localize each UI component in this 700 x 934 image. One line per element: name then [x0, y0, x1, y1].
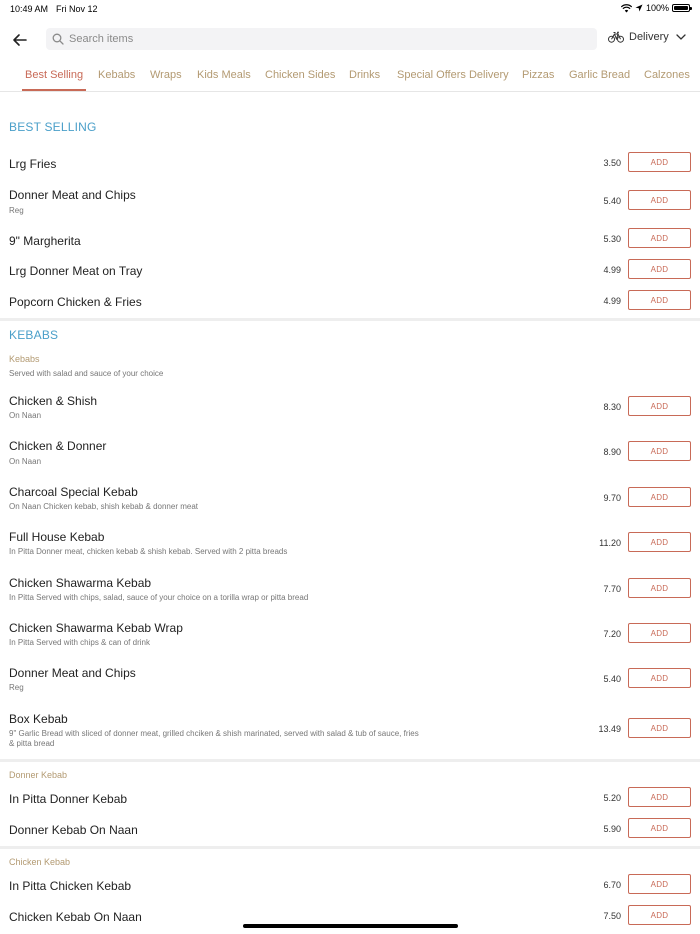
- add-button[interactable]: ADD: [628, 623, 691, 643]
- item-desc: Reg: [9, 683, 24, 692]
- item-name: Donner Meat and Chips: [9, 666, 136, 680]
- item-desc: In Pitta Served with chips & can of drink: [9, 638, 150, 647]
- add-button[interactable]: ADD: [628, 152, 691, 172]
- item-price: 3.50: [603, 158, 621, 168]
- item-name: Chicken & Shish: [9, 394, 98, 408]
- add-button[interactable]: ADD: [628, 290, 691, 310]
- add-button[interactable]: ADD: [628, 532, 691, 552]
- subsection-title: Chicken Kebab: [9, 857, 71, 867]
- item-name: Popcorn Chicken & Fries: [9, 295, 142, 309]
- item-desc: In Pitta Donner meat, chicken kebab & shish kebab. Served with 2 pitta breads: [9, 547, 288, 556]
- add-button[interactable]: ADD: [628, 905, 691, 925]
- item-name: Chicken Shawarma Kebab: [9, 576, 152, 590]
- add-button[interactable]: ADD: [628, 668, 691, 688]
- add-button[interactable]: ADD: [628, 259, 691, 279]
- item-name: In Pitta Donner Kebab: [9, 792, 128, 806]
- delivery-selector[interactable]: [608, 31, 688, 43]
- item-price: 4.99: [603, 296, 621, 306]
- search-box[interactable]: [46, 28, 597, 50]
- add-button[interactable]: ADD: [628, 718, 691, 738]
- subsection-title: Donner Kebab: [9, 770, 68, 780]
- item-price: 5.40: [603, 674, 621, 684]
- location-arrow-icon: [635, 4, 643, 12]
- add-button[interactable]: ADD: [628, 228, 691, 248]
- item-price: 13.49: [598, 724, 621, 734]
- tab-best-selling[interactable]: Best Selling: [22, 69, 86, 91]
- item-desc: On Naan: [9, 411, 42, 420]
- tab-pizzas[interactable]: Pizzas: [522, 69, 555, 81]
- top-bar: [0, 26, 700, 54]
- back-arrow-icon: [10, 30, 30, 50]
- item-price: 7.20: [603, 629, 621, 639]
- status-right: [621, 3, 690, 13]
- chevron-down-icon: [674, 32, 688, 42]
- section-divider: [0, 759, 700, 762]
- category-tabs: [0, 62, 700, 92]
- section-title-kebabs: KEBABS: [9, 328, 59, 342]
- battery-percent: 100%: [645, 3, 669, 13]
- subsection-title: Kebabs: [9, 354, 40, 364]
- tab-special-offers-delivery[interactable]: Special Offers Delivery: [397, 69, 509, 81]
- item-name: Donner Meat and Chips: [9, 188, 136, 202]
- item-price: 11.20: [599, 538, 621, 548]
- section-title-best-selling: BEST SELLING: [9, 120, 97, 134]
- wifi-icon: [621, 4, 632, 13]
- add-button[interactable]: ADD: [628, 396, 691, 416]
- item-name: Full House Kebab: [9, 530, 105, 544]
- battery-icon: [672, 4, 690, 12]
- add-button[interactable]: ADD: [628, 787, 691, 807]
- delivery-label: Delivery: [629, 31, 669, 43]
- tab-kids-meals[interactable]: Kids Meals: [197, 69, 251, 81]
- add-button[interactable]: ADD: [628, 874, 691, 894]
- item-desc: Reg: [9, 206, 24, 215]
- tab-chicken-sides[interactable]: Chicken Sides: [265, 69, 336, 81]
- section-divider: [0, 846, 700, 849]
- item-name: Lrg Donner Meat on Tray: [9, 264, 143, 278]
- add-button[interactable]: ADD: [628, 190, 691, 210]
- item-price: 8.30: [603, 402, 621, 412]
- item-price: 7.70: [603, 584, 621, 594]
- item-desc: In Pitta Served with chips, salad, sauce of your choice on a torilla wrap or pitta bread: [9, 593, 309, 602]
- item-desc: On Naan Chicken kebab, shish kebab & donner meat: [9, 502, 199, 511]
- search-icon: [52, 33, 64, 45]
- item-name: Chicken Shawarma Kebab Wrap: [9, 621, 183, 635]
- item-price: 5.30: [603, 234, 621, 244]
- item-desc: 9" Garlic Bread with sliced of donner meat, grilled chciken & shish marinated, served with salad & tub of sauce, fries & pitta bread: [9, 729, 419, 748]
- tab-drinks[interactable]: Drinks: [349, 69, 381, 81]
- item-price: 5.20: [603, 793, 621, 803]
- add-button[interactable]: ADD: [628, 818, 691, 838]
- item-price: 7.50: [603, 911, 621, 921]
- item-name: Donner Kebab On Naan: [9, 823, 138, 837]
- tab-kebabs[interactable]: Kebabs: [98, 69, 136, 81]
- item-price: 4.99: [603, 265, 621, 275]
- add-button[interactable]: ADD: [628, 487, 691, 507]
- item-name: Chicken & Donner: [9, 439, 107, 453]
- tab-calzones[interactable]: Calzones: [644, 69, 690, 81]
- item-price: 8.90: [603, 447, 621, 457]
- item-price: 5.40: [603, 196, 621, 206]
- status-date: Fri Nov 12: [56, 4, 98, 14]
- status-bar: [0, 0, 700, 18]
- item-desc: On Naan: [9, 457, 42, 466]
- add-button[interactable]: ADD: [628, 578, 691, 598]
- home-indicator[interactable]: [243, 924, 458, 928]
- item-name: Box Kebab: [9, 712, 68, 726]
- item-name: Lrg Fries: [9, 157, 57, 171]
- item-price: 6.70: [603, 880, 621, 890]
- status-time: 10:49 AM: [10, 4, 49, 14]
- item-price: 5.90: [603, 824, 621, 834]
- item-name: Chicken Kebab On Naan: [9, 910, 142, 924]
- subsection-desc: Served with salad and sauce of your choice: [9, 369, 164, 378]
- back-button[interactable]: [10, 30, 30, 50]
- add-button[interactable]: ADD: [628, 441, 691, 461]
- bicycle-icon: [608, 31, 624, 43]
- item-price: 9.70: [603, 493, 621, 503]
- item-name: Charcoal Special Kebab: [9, 485, 138, 499]
- tab-wraps[interactable]: Wraps: [150, 69, 182, 81]
- item-name: 9" Margherita: [9, 234, 81, 248]
- tab-garlic-bread[interactable]: Garlic Bread: [569, 69, 631, 81]
- section-divider: [0, 318, 700, 321]
- item-name: In Pitta Chicken Kebab: [9, 879, 132, 893]
- search-input[interactable]: [69, 33, 569, 45]
